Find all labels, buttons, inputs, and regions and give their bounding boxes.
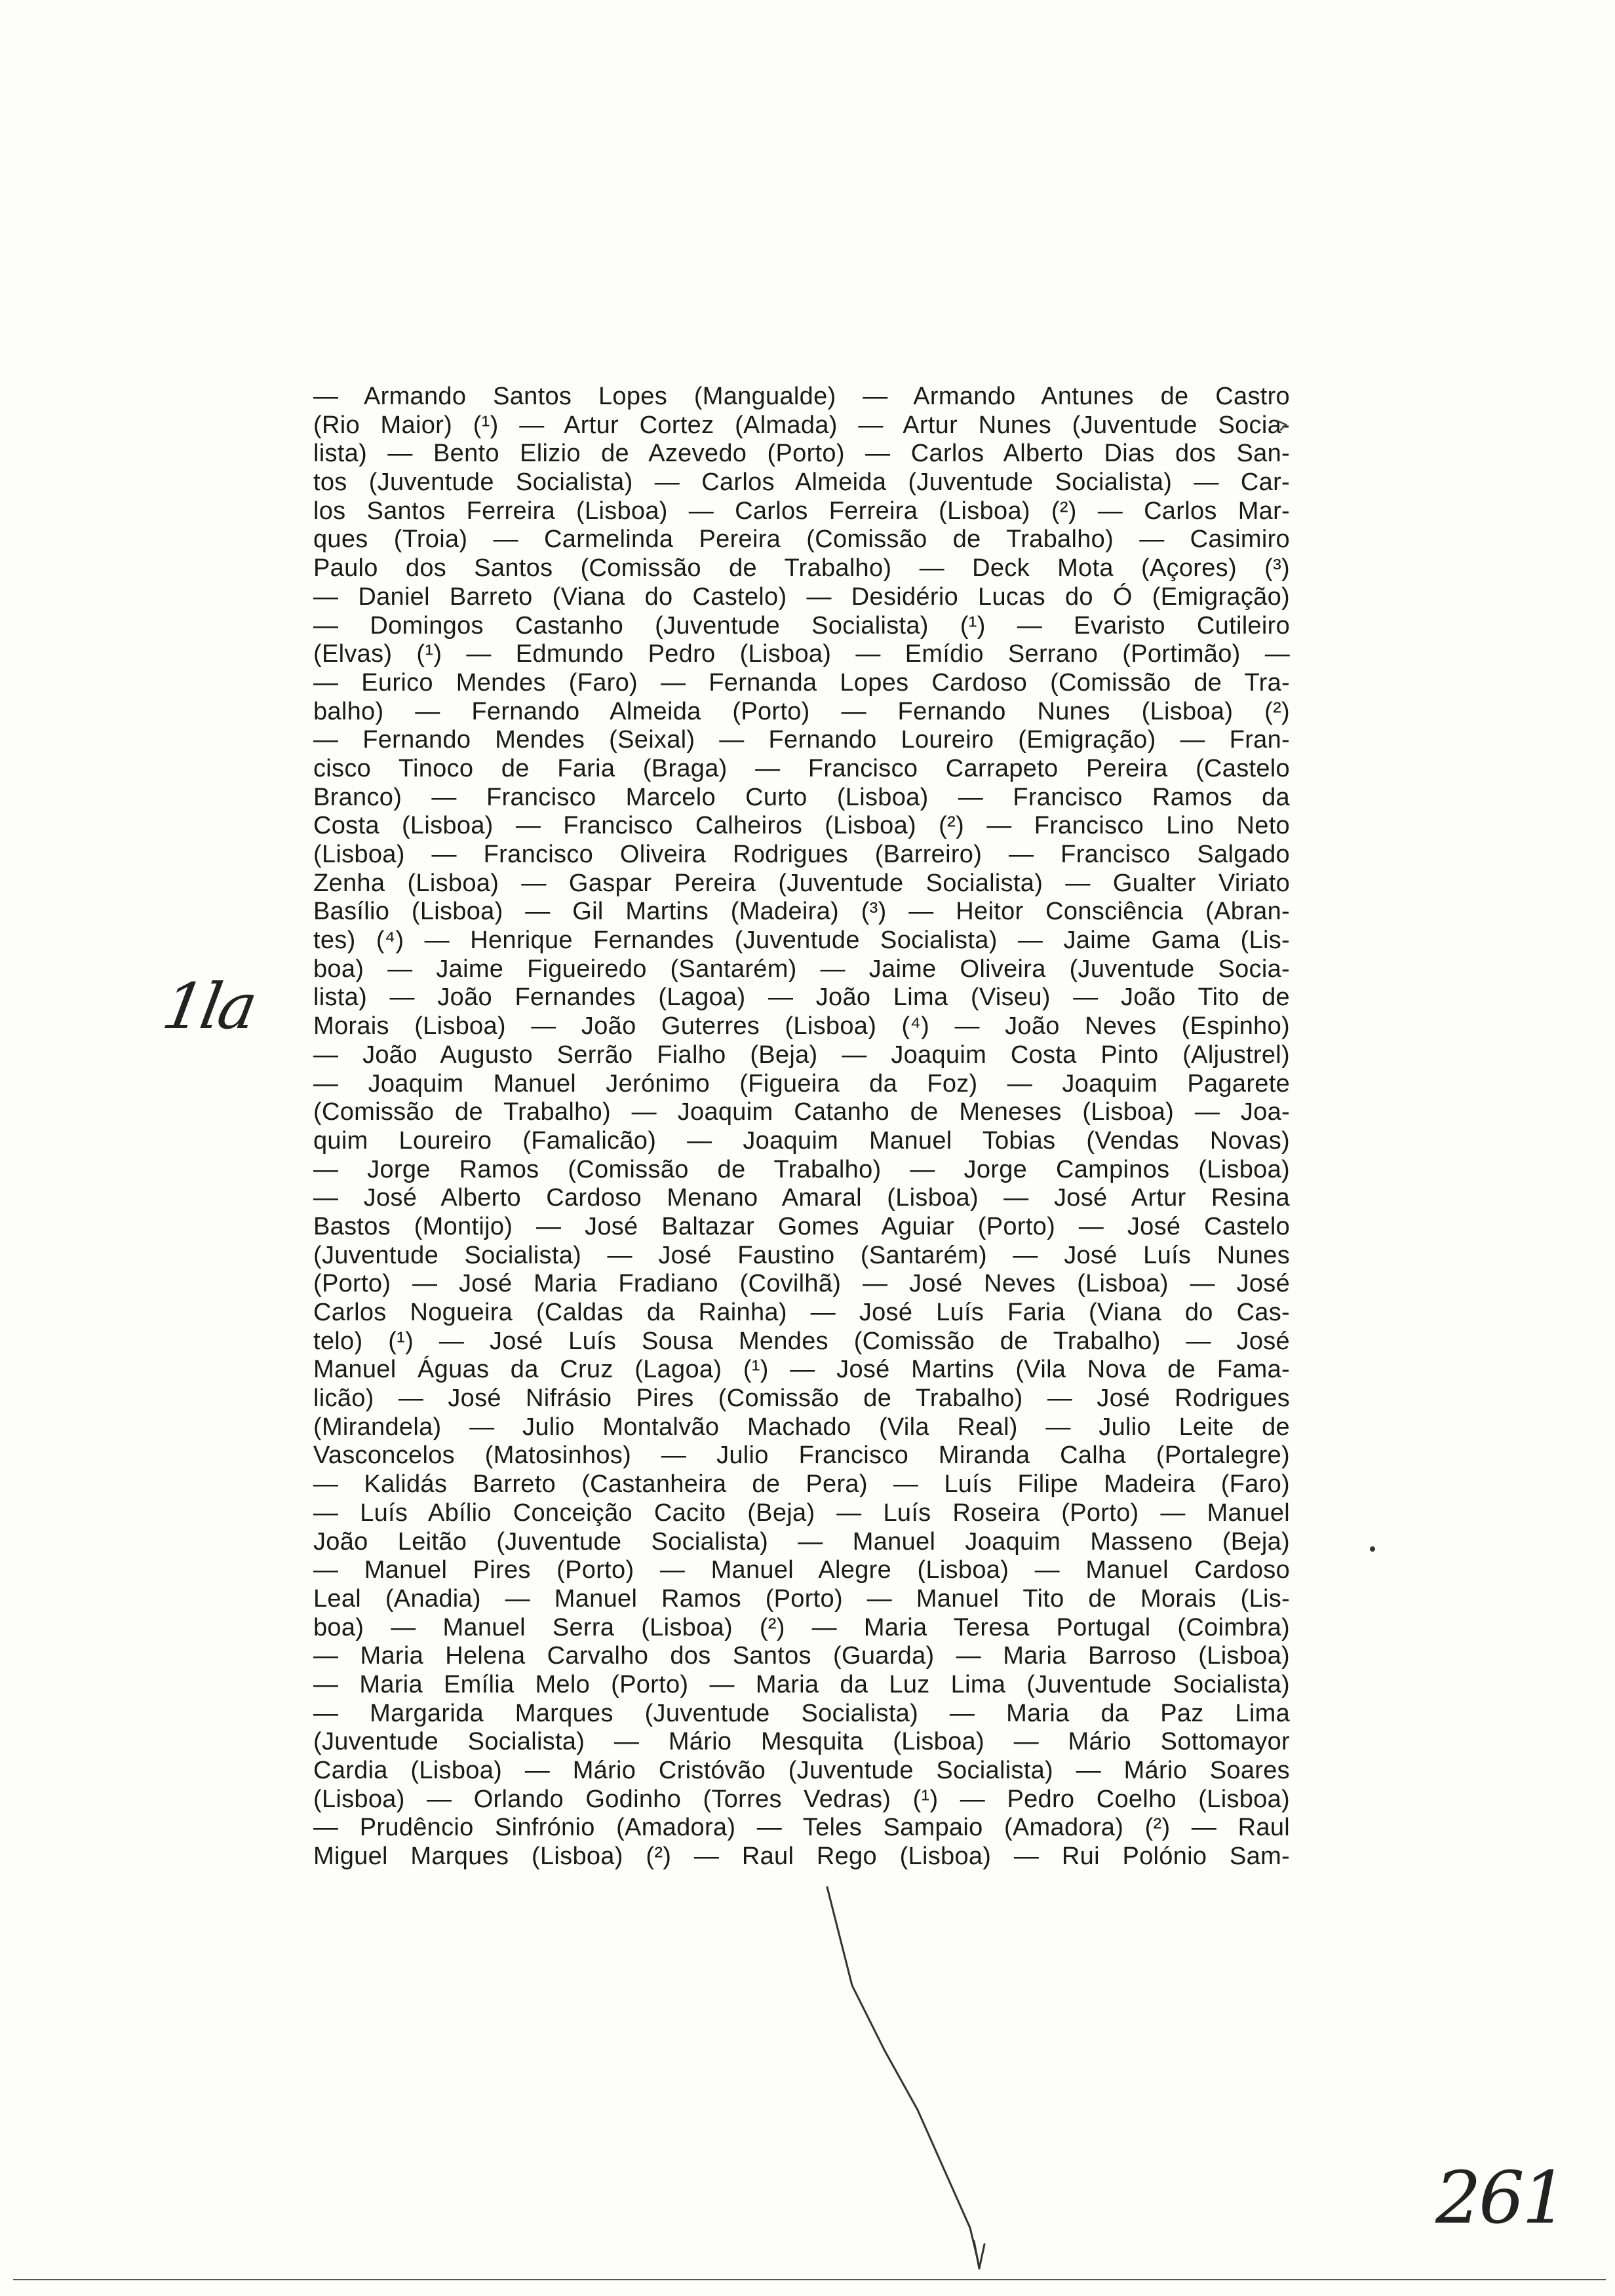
- text-line: — Manuel Pires (Porto) — Manuel Alegre (Lisboa) — Manuel Cardoso: [313, 1556, 1290, 1584]
- text-line: Costa (Lisboa) — Francisco Calheiros (Lisboa) (²) — Francisco Lino Neto: [313, 812, 1290, 840]
- paper-speck: [1370, 1546, 1375, 1552]
- text-line: quim Loureiro (Famalicão) — Joaquim Manuel Tobias (Vendas Novas): [313, 1126, 1290, 1155]
- text-line: — Maria Emília Melo (Porto) — Maria da Luz Lima (Juventude Socialista): [313, 1670, 1290, 1698]
- text-line: Carlos Nogueira (Caldas da Rainha) — José Luís Faria (Viana do Cas-: [313, 1299, 1290, 1326]
- text-line: — Prudêncio Sinfrónio (Amadora) — Teles Sampaio (Amadora) (²) — Raul: [313, 1814, 1290, 1842]
- text-line: — Eurico Mendes (Faro) — Fernanda Lopes Cardoso (Comissão de Tra-: [313, 668, 1290, 697]
- handwritten-margin-note: 1la: [157, 970, 260, 1043]
- text-line: — Jorge Ramos (Comissão de Trabalho) — Jorge Campinos (Lisboa): [313, 1155, 1290, 1183]
- text-line: — Luís Abílio Conceição Cacito (Beja) — Luís Roseira (Porto) — Manuel: [313, 1499, 1290, 1527]
- text-line: Vasconcelos (Matosinhos) — Julio Francisco Miranda Calha (Portalegre): [313, 1442, 1290, 1470]
- text-line: Miguel Marques (Lisboa) (²) — Raul Rego (Lisboa) — Rui Polónio Sam-: [313, 1843, 1290, 1871]
- body-text: [313, 383, 1290, 1871]
- text-line: — Joaquim Manuel Jerónimo (Figueira da Foz) — Joaquim Pagarete: [313, 1069, 1290, 1098]
- text-line: (Lisboa) — Francisco Oliveira Rodrigues (Barreiro) — Francisco Salgado: [313, 841, 1290, 868]
- text-line: balho) — Fernando Almeida (Porto) — Fernando Nunes (Lisboa) (²): [313, 697, 1290, 725]
- text-line: Cardia (Lisboa) — Mário Cristóvão (Juventude Socialista) — Mário Soares: [313, 1757, 1290, 1784]
- text-line: — Kalidás Barreto (Castanheira de Pera) — Luís Filipe Madeira (Faro): [313, 1470, 1290, 1499]
- text-line: (Elvas) (¹) — Edmundo Pedro (Lisboa) — Emídio Serrano (Portimão) —: [313, 640, 1290, 668]
- text-line: — João Augusto Serrão Fialho (Beja) — Joaquim Costa Pinto (Aljustrel): [313, 1041, 1290, 1069]
- text-line: Morais (Lisboa) — João Guterres (Lisboa) (⁴) — João Neves (Espinho): [313, 1012, 1290, 1041]
- text-line: boa) — Jaime Figueiredo (Santarém) — Jaime Oliveira (Juventude Socia-: [313, 955, 1290, 983]
- text-line: (Juventude Socialista) — José Faustino (Santarém) — José Luís Nunes: [313, 1241, 1290, 1269]
- text-line: — Armando Santos Lopes (Mangualde) — Armando Antunes de Castro: [313, 383, 1290, 410]
- text-line: (Comissão de Trabalho) — Joaquim Catanho de Meneses (Lisboa) — Joa-: [313, 1098, 1290, 1126]
- text-line: — Daniel Barreto (Viana do Castelo) — Desidério Lucas do Ó (Emigração): [313, 583, 1290, 611]
- text-line: telo) (¹) — José Luís Sousa Mendes (Comissão de Trabalho) — José: [313, 1327, 1290, 1355]
- text-line: boa) — Manuel Serra (Lisboa) (²) — Maria Teresa Portugal (Coimbra): [313, 1613, 1290, 1641]
- text-line: Bastos (Montijo) — José Baltazar Gomes Aguiar (Porto) — José Castelo: [313, 1212, 1290, 1240]
- text-line: lista) — Bento Elizio de Azevedo (Porto) — Carlos Alberto Dias dos San-: [313, 440, 1290, 468]
- text-line: — José Alberto Cardoso Menano Amaral (Lisboa) — José Artur Resina: [313, 1184, 1290, 1212]
- text-line: tes) (⁴) — Henrique Fernandes (Juventude Socialista) — Jaime Gama (Lis-: [313, 927, 1290, 955]
- text-line: Leal (Anadia) — Manuel Ramos (Porto) — Manuel Tito de Morais (Lis-: [313, 1584, 1290, 1613]
- text-line: — Fernando Mendes (Seixal) — Fernando Loureiro (Emigração) — Fran-: [313, 726, 1290, 754]
- text-line: João Leitão (Juventude Socialista) — Manuel Joaquim Masseno (Beja): [313, 1527, 1290, 1556]
- text-line: ques (Troia) — Carmelinda Pereira (Comissão de Trabalho) — Casimiro: [313, 526, 1290, 554]
- text-line: — Margarida Marques (Juventude Socialista) — Maria da Paz Lima: [313, 1699, 1290, 1727]
- text-line: tos (Juventude Socialista) — Carlos Almeida (Juventude Socialista) — Car-: [313, 469, 1290, 497]
- text-line: los Santos Ferreira (Lisboa) — Carlos Ferreira (Lisboa) (²) — Carlos Mar-: [313, 497, 1290, 525]
- text-line: cisco Tinoco de Faria (Braga) — Francisco Carrapeto Pereira (Castelo: [313, 754, 1290, 782]
- text-line: (Juventude Socialista) — Mário Mesquita (Lisboa) — Mário Sottomayor: [313, 1728, 1290, 1756]
- text-line: Paulo dos Santos (Comissão de Trabalho) — Deck Mota (Açores) (³): [313, 554, 1290, 583]
- text-line: Manuel Águas da Cruz (Lagoa) (¹) — José Martins (Vila Nova de Fama-: [313, 1356, 1290, 1384]
- text-line: (Lisboa) — Orlando Godinho (Torres Vedras) (¹) — Pedro Coelho (Lisboa): [313, 1785, 1290, 1813]
- text-line: — Domingos Castanho (Juventude Socialista) (¹) — Evaristo Cutileiro: [313, 611, 1290, 640]
- text-line: (Rio Maior) (¹) — Artur Cortez (Almada) — Artur Nunes (Juventude Socia-: [313, 411, 1290, 439]
- text-line: Zenha (Lisboa) — Gaspar Pereira (Juventude Socialista) — Gualter Viriato: [313, 869, 1290, 897]
- text-line: Basílio (Lisboa) — Gil Martins (Madeira) (³) — Heitor Consciência (Abran-: [313, 898, 1290, 926]
- text-line: (Porto) — José Maria Fradiano (Covilhã) — José Neves (Lisboa) — José: [313, 1270, 1290, 1298]
- page-edge-line: [13, 2279, 1606, 2280]
- text-line: — Maria Helena Carvalho dos Santos (Guarda) — Maria Barroso (Lisboa): [313, 1642, 1290, 1670]
- text-line: (Mirandela) — Julio Montalvão Machado (Vila Real) — Julio Leite de: [313, 1413, 1290, 1441]
- handwritten-page-number: 261: [1435, 2156, 1565, 2240]
- text-line: licão) — José Nifrásio Pires (Comissão de Trabalho) — José Rodrigues: [313, 1385, 1290, 1413]
- text-line: lista) — João Fernandes (Lagoa) — João Lima (Viseu) — João Tito de: [313, 984, 1290, 1012]
- text-line: Branco) — Francisco Marcelo Curto (Lisboa) — Francisco Ramos da: [313, 783, 1290, 811]
